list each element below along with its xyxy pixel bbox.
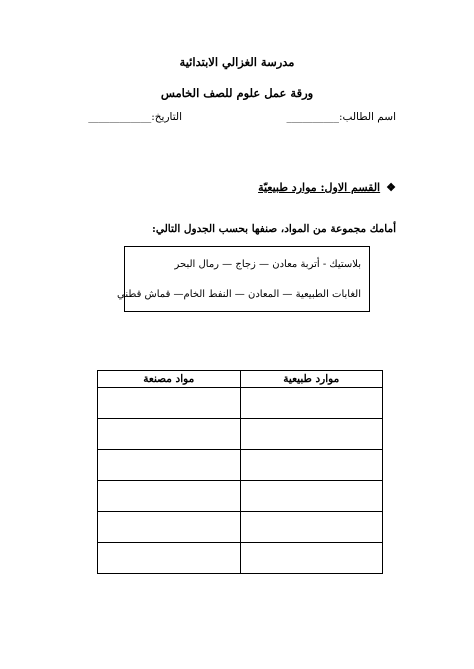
natural-resource-cell[interactable] xyxy=(240,419,383,450)
date-blank: ____________ xyxy=(88,111,152,123)
manufactured-material-cell[interactable] xyxy=(98,481,241,512)
date-field xyxy=(88,111,182,123)
natural-resource-cell[interactable] xyxy=(240,481,383,512)
header-manufactured-materials: مواد مصنعة xyxy=(98,371,241,388)
table-body xyxy=(98,388,383,574)
worksheet-title: ورقة عمل علوم للصف الخامس xyxy=(160,86,314,100)
table-row xyxy=(98,543,383,574)
instruction-text: أمامك مجموعة من المواد، صنفها بحسب الجدول التالي: xyxy=(151,223,396,235)
manufactured-material-cell[interactable] xyxy=(98,419,241,450)
manufactured-material-cell[interactable] xyxy=(98,388,241,419)
natural-resource-cell[interactable] xyxy=(240,450,383,481)
student-name-field xyxy=(286,111,396,123)
table-row xyxy=(98,388,383,419)
date-label: التاريخ: xyxy=(151,111,182,123)
header-natural-resources: موارد طبيعية xyxy=(240,371,383,388)
school-name: مدرسة الغزالي الابتدائية xyxy=(179,55,295,69)
section-heading xyxy=(258,181,396,194)
materials-line-1: بلاستيك - أتربة معادن — زجاج — رمال البحر xyxy=(174,259,361,270)
manufactured-material-cell[interactable] xyxy=(98,512,241,543)
materials-box xyxy=(117,246,370,312)
natural-resource-cell[interactable] xyxy=(240,512,383,543)
student-name-label: اسم الطالب: xyxy=(338,111,396,123)
section-title: القسم الاول: موارد طبيعيّة xyxy=(258,181,381,194)
table-row xyxy=(98,419,383,450)
natural-resource-cell[interactable] xyxy=(240,388,383,419)
manufactured-material-cell[interactable] xyxy=(98,543,241,574)
manufactured-material-cell[interactable] xyxy=(98,450,241,481)
student-name-blank: __________ xyxy=(286,111,339,123)
table-row xyxy=(98,450,383,481)
materials-line-2: الغابات الطبيعية — المعادن — النفط الخام— قماش قطني xyxy=(117,289,361,300)
diamond-bullet-icon: ❖ xyxy=(386,181,396,194)
table-row xyxy=(98,512,383,543)
table-row xyxy=(98,481,383,512)
classification-table xyxy=(97,370,383,574)
natural-resource-cell[interactable] xyxy=(240,543,383,574)
table-header-row xyxy=(98,371,383,388)
